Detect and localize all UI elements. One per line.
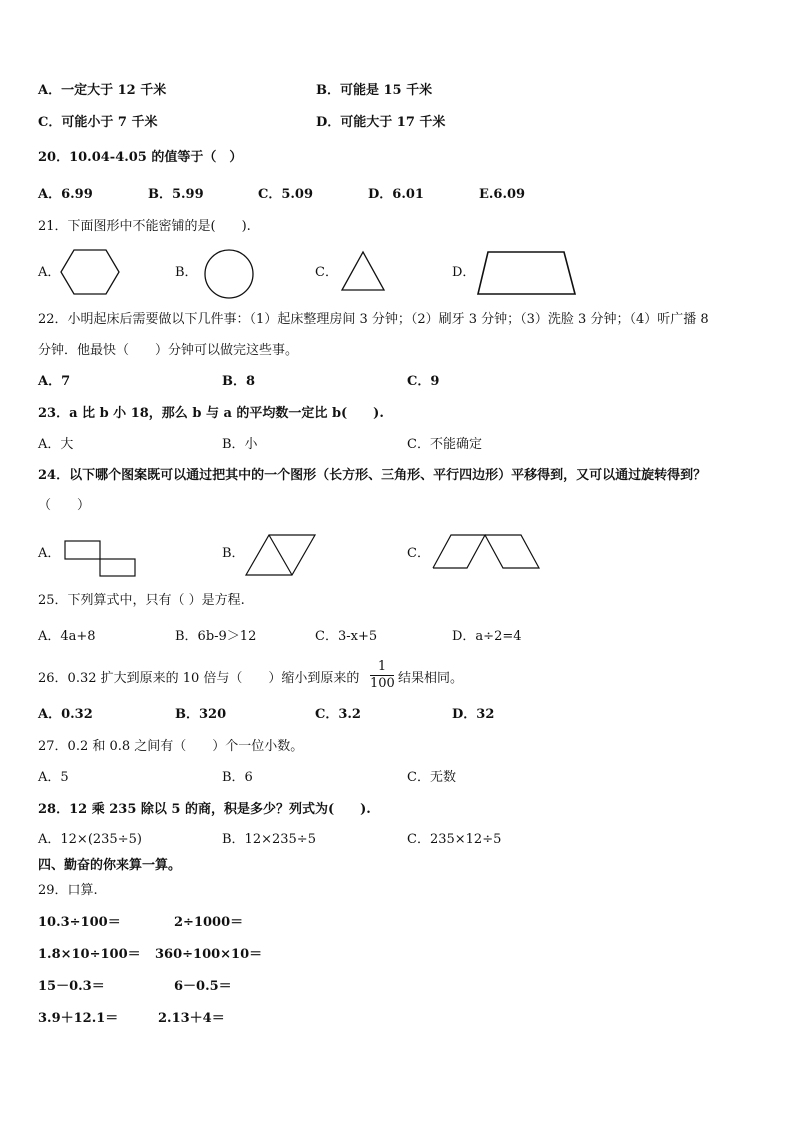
- q27-option-a: A．5: [38, 770, 69, 785]
- q22-option-c: C．9: [407, 374, 440, 389]
- q28-option-c: C．235×12÷5: [407, 832, 502, 847]
- q22-stem-line2: 分钟．他最快（ ）分钟可以做完这些事。: [38, 343, 299, 358]
- q20-option-d: D．6.01: [368, 187, 424, 202]
- q26-option-c: C．3.2: [315, 707, 361, 722]
- q26-option-a: A．0.32: [38, 707, 93, 722]
- q23-option-b: B．小: [222, 437, 258, 452]
- q26-option-d: D．32: [452, 707, 495, 722]
- triangle-icon: [340, 250, 386, 292]
- q26-option-b: B．320: [175, 707, 227, 722]
- q27-option-c: C．无数: [407, 770, 456, 785]
- q23-option-c: C．不能确定: [407, 437, 482, 452]
- q20-option-e: E.6.09: [479, 187, 526, 202]
- q29-item-4: 360÷100×10＝: [155, 947, 263, 962]
- q20-option-a: A．6.99: [38, 187, 93, 202]
- q28-option-a: A．12×(235÷5): [38, 832, 142, 847]
- q25-option-b: B．6b-9＞12: [175, 629, 257, 644]
- section-4-title: 四、勤奋的你来算一算。: [38, 858, 182, 873]
- q29-item-2: 2÷1000＝: [174, 915, 244, 930]
- fraction-one-hundredth: [370, 660, 394, 691]
- q29-item-6: 6－0.5＝: [174, 979, 232, 994]
- trapezoid-icon: [476, 250, 578, 296]
- q24-option-b: B．: [222, 546, 245, 561]
- q25-option-a: A．4a+8: [38, 629, 96, 644]
- q19-option-d: D．可能大于 17 千米: [316, 115, 446, 130]
- q21-option-c: C．: [315, 265, 338, 280]
- q21-option-a: A．: [38, 265, 61, 280]
- q24-stem-line2: （ ）: [38, 498, 91, 513]
- q23-option-a: A．大: [38, 437, 74, 452]
- q26-stem-post: 结果相同。: [398, 671, 464, 686]
- q22-option-b: B．8: [222, 374, 256, 389]
- q21-option-d: D．: [452, 265, 476, 280]
- q29-item-7: 3.9＋12.1＝: [38, 1011, 119, 1026]
- q26-stem-pre: 26．0.32 扩大到原来的 10 倍与（ ）缩小到原来的: [38, 671, 360, 686]
- q23-stem: 23．a 比 b 小 18，那么 b 与 a 的平均数一定比 b( ).: [38, 406, 384, 421]
- q28-option-b: B．12×235÷5: [222, 832, 316, 847]
- q19-option-b: B．可能是 15 千米: [316, 83, 433, 98]
- q29-item-1: 10.3÷100＝: [38, 915, 121, 930]
- q19-option-a: A．一定大于 12 千米: [38, 83, 167, 98]
- q29-item-8: 2.13＋4＝: [158, 1011, 225, 1026]
- fraction-numerator: 1: [377, 659, 387, 674]
- q21-stem: 21．下面图形中不能密铺的是( ).: [38, 219, 251, 234]
- q24-option-a: A．: [38, 546, 61, 561]
- parallelograms-pattern-icon: [432, 533, 542, 571]
- hexagon-icon: [60, 248, 122, 296]
- q29-stem: 29．口算.: [38, 883, 98, 898]
- q25-option-c: C．3-x+5: [315, 629, 378, 644]
- q19-option-c: C．可能小于 7 千米: [38, 115, 158, 130]
- two-triangles-pattern-icon: [245, 533, 317, 577]
- q20-option-b: B．5.99: [148, 187, 204, 202]
- q29-item-5: 15－0.3＝: [38, 979, 105, 994]
- q20-option-c: C．5.09: [258, 187, 314, 202]
- q22-option-a: A．7: [38, 374, 71, 389]
- fraction-denominator: 100: [370, 676, 395, 691]
- q25-stem: 25．下列算式中，只有（ ）是方程.: [38, 593, 245, 608]
- q22-stem-line1: 22．小明起床后需要做以下几件事：（1）起床整理房间 3 分钟；（2）刷牙 3 分钟；（3）洗脸 3 分钟；（4）听广播 8: [38, 312, 709, 327]
- circle-icon: [203, 248, 255, 300]
- q20-stem: 20．10.04-4.05 的值等于（ ）: [38, 150, 243, 165]
- q27-stem: 27．0.2 和 0.8 之间有（ ）个一位小数。: [38, 739, 304, 754]
- q28-stem: 28．12 乘 235 除以 5 的商，积是多少？列式为( ).: [38, 802, 371, 817]
- q21-option-b: B．: [175, 265, 198, 280]
- q24-stem-line1: 24．以下哪个图案既可以通过把其中的一个图形（长方形、三角形、平行四边形）平移得到，又可以通过旋转得到？: [38, 468, 707, 483]
- q27-option-b: B．6: [222, 770, 253, 785]
- q29-item-3: 1.8×10÷100＝: [38, 947, 141, 962]
- q24-option-c: C．: [407, 546, 430, 561]
- two-rectangles-pattern-icon: [64, 540, 138, 578]
- q25-option-d: D．a÷2=4: [452, 629, 522, 644]
